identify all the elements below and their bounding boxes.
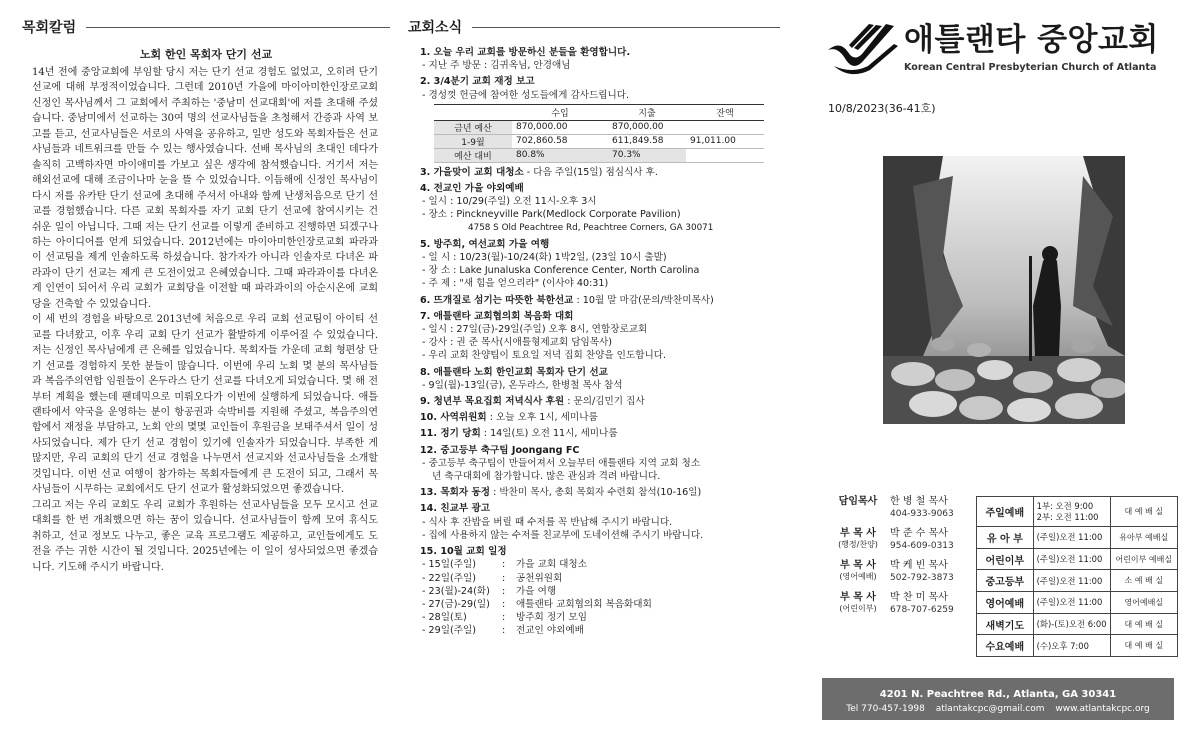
finance-table <box>434 104 764 163</box>
staff-info <box>890 592 954 616</box>
news-item-title <box>420 395 780 408</box>
staff-title <box>826 560 890 584</box>
news-item <box>420 310 780 363</box>
service-time <box>1033 497 1110 527</box>
staff-name: 한 병 철 목사 <box>890 496 948 507</box>
staff-title-text: 부 목 사 <box>840 560 876 571</box>
news-item-title: 14. 친교부 광고 <box>420 503 491 515</box>
schedule-date: - 23(월)-24(화) <box>422 585 490 597</box>
finance-cell: 611,849.58 <box>608 134 686 148</box>
service-time: (주일)오전 11:00 <box>1033 527 1110 549</box>
news-item <box>420 75 780 162</box>
news-item-title-text: 13. 목회자 동정 <box>420 487 491 499</box>
address-bar <box>822 678 1174 720</box>
news-item-title-text: 6. 뜨개질로 섬기는 따뜻한 북한선교 <box>420 294 574 306</box>
news-item-title <box>420 166 780 179</box>
church-news <box>408 14 780 641</box>
table-row <box>977 570 1178 592</box>
finance-header: 잔액 <box>686 104 764 120</box>
church-name-en: Korean Central Presbyterian Church of Atlanta <box>904 62 1157 73</box>
service-time: (화)-(토)오전 6:00 <box>1033 613 1110 635</box>
news-item-title: 4. 전교인 가을 야외예배 <box>420 183 524 195</box>
staff-subtitle: (영어예배) <box>839 572 877 581</box>
news-line: - 강사 : 권 준 목사(시애틀형제교회 담임목사) <box>422 337 613 349</box>
news-line: - 9일(월)-13일(금), 온두라스, 한병철 목사 참석 <box>422 379 623 391</box>
schedule-date: - 22일(주일) <box>422 572 477 584</box>
news-line: - 지난 주 방문 : 김귀옥님, 안경애님 <box>422 60 571 72</box>
news-line: - 중고등부 축구팀이 만들어져서 오늘부터 애틀랜타 지역 교회 청소 <box>422 457 701 469</box>
news-line: - 장소 : Pinckneyville Park(Medlock Corporate Pavilion) <box>422 209 681 221</box>
pastoral-staff <box>826 496 976 624</box>
finance-cell: 870,000.00 <box>512 120 608 134</box>
service-place: 대 예 배 실 <box>1110 497 1177 527</box>
schedule-sep: : <box>502 612 506 624</box>
staff-title <box>826 528 890 552</box>
news-heading: 교회소식 <box>408 20 463 36</box>
column-paragraph: 이 세 번의 경험을 바탕으로 2013년에 처음으로 우리 교회 선교팀이 아이티 선교를 다녀왔고, 이후 우리 교회 단기 선교가 활발하게 이루어질 수 있었습니다. 저는 신정인 목사님에게 큰 은혜를 입었습니다. 목회자들 가운데 교회 형편상 단기 선교를 경험하지 못한 분들이 많습니다. 이번에 우리 노회 몇 분의 목사님들과 복음주의연합 임원들이 온두라스 단기 선교를 다녀오게 되었습니다. 몇 해 전부터 계획을 했는데 팬데믹으로 미뤄오다가 이번에 실행하게 되었습니다. 애틀랜타에서 약국을 운영하는 분이 항공권과 숙박비를 지원해 주셨고, 복음주의연합에서 재정을 부담하고, 노회 안의 몇몇 교인들이 후원금을 보태주셔서 일이 성사되었습니다. 제가 단기 선교 경험이 있기에 인솔자가 되었습니다. 부족한 게 많지만, 우리 교회의 단기 선교 경험을 나누면서 선교지와 선교사님들을 소개할 것입니다. 이번 선교 여행이 참가하는 목회자들에게 큰 도전이 되고, 그래서 목사님들이 시무하는 교회에서도 단기 선교가 활성화되었으면 좋겠습니다. <box>32 314 378 496</box>
church-name-ko: 애틀랜타 중앙교회 <box>904 22 1159 58</box>
service-time: (수)오후 7:00 <box>1033 635 1110 657</box>
church-website[interactable]: www.atlantakcpc.org <box>1055 704 1150 714</box>
staff-row <box>826 528 976 552</box>
staff-info <box>890 560 954 584</box>
staff-row <box>826 560 976 584</box>
staff-phone: 954-609-0313 <box>890 541 954 551</box>
news-item-title <box>420 411 780 424</box>
news-item-title: 1. 오늘 우리 교회를 방문하신 분들을 환영합니다. <box>420 47 631 58</box>
schedule-event: 공천위원회 <box>516 572 563 584</box>
service-time: (주일)오전 11:00 <box>1033 570 1110 592</box>
schedule-date: - 27(금)-29(일) <box>422 598 490 610</box>
news-item-detail: : 박찬미 목사, 총회 목회자 수련회 참석(10-16일) <box>490 487 702 499</box>
column-paragraph: 그리고 저는 우리 교회도 우리 교회가 후원하는 선교사님들을 모두 모시고 선교대회를 한 번 개최했으면 하는 꿈이 있습니다. 선교사님들이 함께 모여 휴식도 취하고, 선교 정보도 나누고, 좋은 교육 프로그램도 제공하고, 교인들에게도 도전을 주는 귀한 시간이 될 것입니다. 2025년에는 이 일이 성사되었으면 좋겠습니다. 기도해 주시기 바랍니다. <box>32 499 378 573</box>
staff-info <box>890 528 954 552</box>
service-time-line: 1부: 오전 9:00 <box>1036 501 1094 511</box>
schedule-sep: : <box>502 598 506 610</box>
news-item <box>420 411 780 424</box>
news-item-title: 5. 방주회, 여선교회 가을 여행 <box>420 238 550 250</box>
news-item-title <box>420 427 780 440</box>
staff-title <box>826 592 890 616</box>
news-item-title: 8. 애틀랜타 노회 한인교회 목회자 단기 선교 <box>420 366 608 378</box>
staff-phone: 502-792-3873 <box>890 573 954 583</box>
column-body <box>32 65 378 575</box>
news-item <box>420 545 780 637</box>
staff-subtitle: (어린이부) <box>839 604 877 613</box>
news-item <box>420 182 780 235</box>
news-item <box>420 486 780 499</box>
schedule-sep: : <box>502 585 506 597</box>
finance-cell: 870,000.00 <box>608 120 686 134</box>
finance-header: 수입 <box>512 104 608 120</box>
news-line: - 장 소 : Lake Junaluska Conference Center, North Carolina <box>422 265 700 277</box>
finance-cell: 70.3% <box>608 148 686 162</box>
service-time: (주일)오전 11:00 <box>1033 592 1110 614</box>
service-place: 대 예 배 실 <box>1110 613 1177 635</box>
service-name: 어린이부 <box>977 548 1034 570</box>
staff-title-text: 부 목 사 <box>840 528 876 539</box>
staff-subtitle: (행정/찬양) <box>838 540 878 549</box>
news-item-detail: : 14일(토) 오전 11시, 세미나룸 <box>480 428 618 440</box>
header-rule <box>86 27 390 28</box>
column-title: 노회 한인 목회자 단기 선교 <box>139 48 273 61</box>
table-row <box>977 497 1178 527</box>
news-line: - 경성껏 헌금에 참여한 성도들에게 감사드립니다. <box>422 89 630 101</box>
table-row <box>977 635 1178 657</box>
news-item-title-text: 10. 사역위원회 <box>420 412 487 424</box>
service-place: 소 예 배 실 <box>1110 570 1177 592</box>
pastor-column-heading: 목회칼럼 <box>22 20 77 36</box>
table-row <box>434 134 764 148</box>
staff-row <box>826 592 976 616</box>
news-item-title-text: 3. 가을맞이 교회 대청소 <box>420 166 524 178</box>
news-line: - 일시 : 10/29(주일) 오전 11시-오후 3시 <box>422 196 597 208</box>
news-line: - 주 제 : "새 힘을 얻으리라" (이사야 40:31) <box>422 278 609 290</box>
staff-title <box>826 496 890 520</box>
service-name: 새벽기도 <box>977 613 1034 635</box>
news-item-title-text: 9. 청년부 목요집회 저녁식사 후원 <box>420 396 565 408</box>
logo-text <box>904 20 1159 73</box>
service-place: 유아부 예배실 <box>1110 527 1177 549</box>
pastor-column-header <box>22 14 390 40</box>
service-time: (주일)오전 11:00 <box>1033 548 1110 570</box>
staff-title-text: 담임목사 <box>838 496 878 507</box>
news-item-title: 7. 애틀랜타 교회협의회 복음화 대회 <box>420 310 574 322</box>
schedule-date: - 29일(주일) <box>422 625 477 637</box>
news-item <box>420 238 780 291</box>
news-item <box>420 395 780 408</box>
header-rule <box>472 27 780 28</box>
church-email[interactable]: atlantakcpc@gmail.com <box>935 704 1045 714</box>
schedule-event: 전교인 야외예배 <box>516 625 584 637</box>
news-list <box>420 46 780 638</box>
staff-name: 박 찬 미 목사 <box>890 592 948 603</box>
shepherd-with-sheep-image <box>883 156 1125 424</box>
news-item <box>420 366 780 392</box>
staff-title-text: 부 목 사 <box>840 592 876 603</box>
service-name: 중고등부 <box>977 570 1034 592</box>
table-row <box>434 120 764 134</box>
service-time-line: 2부: 오전 11:00 <box>1036 511 1099 522</box>
finance-header-row <box>434 104 764 120</box>
table-row <box>977 548 1178 570</box>
news-item <box>420 502 780 542</box>
finance-cell: 702,860.58 <box>512 134 608 148</box>
news-item-title: 12. 중고등부 축구팀 Joongang FC <box>420 444 580 456</box>
news-line: - 식사 후 잔밥을 버릴 때 수저를 꼭 반납해 주시기 바랍니다. <box>422 516 673 528</box>
finance-cell <box>686 120 764 134</box>
news-item <box>420 444 780 484</box>
worship-schedule-table <box>976 496 1178 657</box>
church-logo <box>818 20 1178 86</box>
staff-info <box>890 496 954 520</box>
finance-cell: 80.8% <box>512 148 608 162</box>
service-place: 어린이부 예배실 <box>1110 548 1177 570</box>
finance-cell: 금년 예산 <box>434 120 512 134</box>
church-info <box>818 20 1178 714</box>
news-item-title: 2. 3/4분기 교회 재정 보고 <box>420 76 535 88</box>
contact-line <box>822 702 1174 716</box>
staff-phone: 404-933-9063 <box>890 509 954 519</box>
schedule-list <box>420 558 780 637</box>
schedule-sep: : <box>502 572 506 584</box>
news-line: 4758 S Old Peachtree Rd, Peachtree Corners, GA 30071 <box>468 222 714 233</box>
service-name: 영어예배 <box>977 592 1034 614</box>
news-item-title-text: 11. 정기 당회 <box>420 428 481 440</box>
schedule-event: 가을 여행 <box>516 585 557 597</box>
pastor-column <box>22 14 390 575</box>
news-item <box>420 46 780 72</box>
schedule-sep: : <box>502 559 506 571</box>
news-item-title: 15. 10월 교회 일정 <box>420 546 507 558</box>
finance-cell: 91,011.00 <box>686 134 764 148</box>
news-item-title <box>420 486 780 499</box>
finance-header <box>434 104 512 120</box>
table-row <box>977 527 1178 549</box>
news-item-detail: : 10월 말 마감(문의/박찬미목사) <box>573 294 714 306</box>
news-item-detail: : 문의/김민기 집사 <box>564 396 645 408</box>
news-line: - 일시 : 27일(금)-29일(주일) 오후 8시, 연합장로교회 <box>422 324 648 336</box>
news-line: - 우리 교회 찬양팀이 토요일 저녁 집회 찬양을 인도합니다. <box>422 350 667 362</box>
service-place: 대 예 배 실 <box>1110 635 1177 657</box>
finance-cell <box>686 148 764 162</box>
service-name: 수요예배 <box>977 635 1034 657</box>
schedule-event: 방주회 정기 모임 <box>516 612 587 624</box>
news-header <box>408 14 780 40</box>
news-line: 년 축구대회에 참가합니다. 많은 관심과 격려 바랍니다. <box>432 471 661 483</box>
staff-name: 박 케 빈 목사 <box>890 560 948 571</box>
table-row <box>434 148 764 162</box>
service-name: 주일예배 <box>977 497 1034 527</box>
staff-name: 박 준 수 목사 <box>890 528 948 539</box>
table-row <box>977 592 1178 614</box>
finance-cell: 예산 대비 <box>434 148 512 162</box>
news-item-detail: : 오늘 오후 1시, 세미나룸 <box>486 412 598 424</box>
news-item <box>420 166 780 179</box>
service-name: 유 아 부 <box>977 527 1034 549</box>
staff-row <box>826 496 976 520</box>
schedule-event: 애틀랜타 교회협의회 복음화대회 <box>516 598 652 610</box>
service-place: 영어예배실 <box>1110 592 1177 614</box>
news-line: - 집에 사용하지 않는 수저를 친교부에 도네이션해 주시기 바랍니다. <box>422 529 704 541</box>
news-item-title <box>420 294 780 307</box>
schedule-date: - 15일(주일) <box>422 559 477 571</box>
church-phone: Tel 770-457-1998 <box>846 704 925 714</box>
issue-date: 10/8/2023(36-41호) <box>828 102 936 115</box>
news-line: - 일 시 : 10/23(월)-10/24(화) 1박2일, (23일 10시 출발) <box>422 252 667 264</box>
schedule-date: - 28일(토) <box>422 612 467 624</box>
finance-cell: 1-9월 <box>434 134 512 148</box>
news-item-detail: - 다음 주일(15일) 점심식사 후. <box>523 166 658 178</box>
staff-phone: 678-707-6259 <box>890 605 954 615</box>
news-item <box>420 294 780 307</box>
shepherd-illustration-icon <box>883 156 1125 424</box>
finance-header: 지출 <box>608 104 686 120</box>
schedule-event: 가을 교회 대청소 <box>516 559 587 571</box>
schedule-sep: : <box>502 625 506 637</box>
dove-swoosh-logo-icon <box>824 20 900 80</box>
column-paragraph: 14년 전에 중앙교회에 부임할 당시 저는 단기 선교 경험도 없었고, 오히려 단기 선교에 대해 부정적이었습니다. 그런데 2010년 가을에 마이아미한인장로교회 신정인 목사님께서 그 교회에서 주최하는 '중남미 선교대회'에 저를 초대해 주셨습니다. 중남미에서 선교하는 30여 명의 선교사님들을 초청해서 간증과 사역 보고를 듣고, 선교사님들은 서로의 사역을 공유하고, 일반 성도와 목회자들은 선교사님들과 네트워크를 만들 수 있는 행사였습니다. 선배 목사님의 초대인 데다가 솔직히 고백하자면 마이애미를 가보고 싶은 생각에 참석했습니다. 거기서 저는 해외선교에 대해 조금이나마 눈을 뜰 수 있었습니다. 이듬해에 신정인 목사님이 다시 저를 유카탄 단기 선교에 초대해 주셔서 아내와 함께 난생처음으로 단기 선교를 경험했습니다. 다른 교회 목회자를 자기 교회 단기 선교에 참여시키는 건 쉬운 일이 아닙니다. 그때 저는 단기 선교를 이렇게 준비하고 진행하면 되겠구나 하는 아이디어를 얻게 되었습니다. 2012년에는 마이아미한인장로교회 파라과이 선교팀을 제게 인솔하도록 하셨습니다. 참가자가 아니라 인솔자로 다녀온 파라과이 단기 선교는 제게 큰 도전이었고 은혜였습니다. 그때 파라과이를 다녀온 게 인연이 되어서 우리 교회가 교회당을 이전할 때 파라과이의 아순시온에 교회당을 건축할 수 있었습니다. <box>32 67 378 310</box>
news-item <box>420 427 780 440</box>
church-address: 4201 N. Peachtree Rd., Atlanta, GA 30341 <box>879 689 1117 700</box>
table-row <box>977 613 1178 635</box>
